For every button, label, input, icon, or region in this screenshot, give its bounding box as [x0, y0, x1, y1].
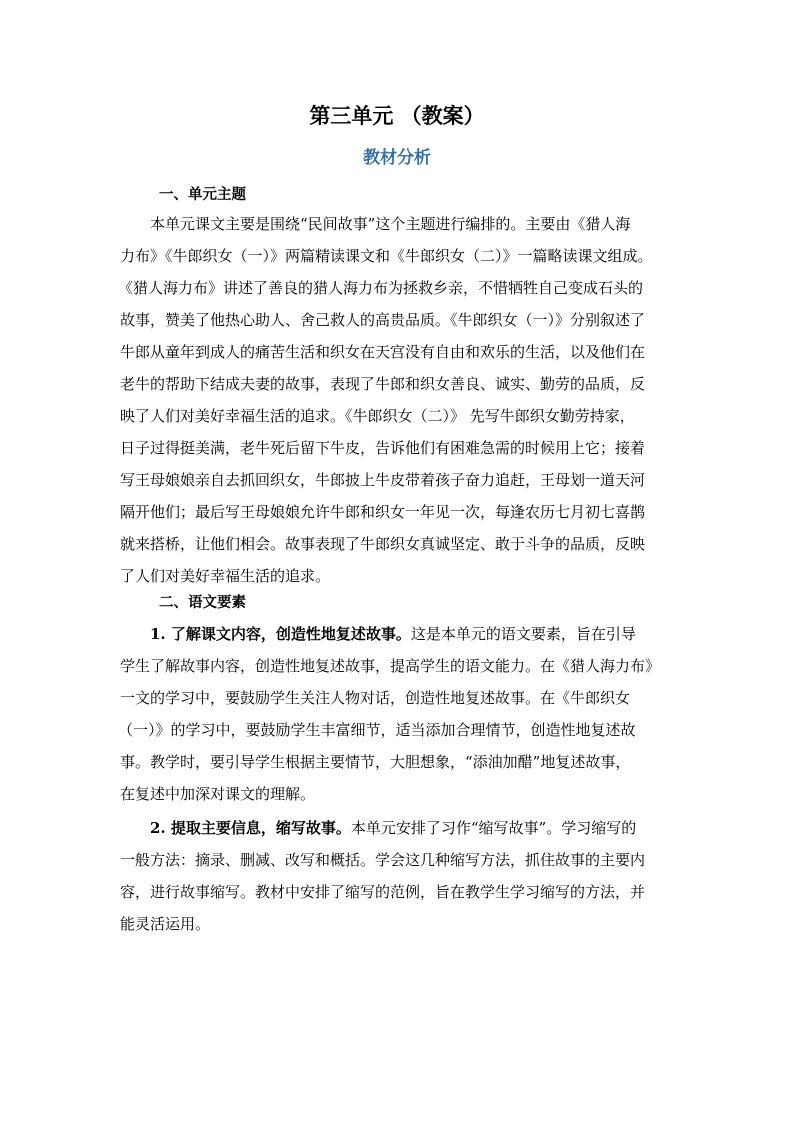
paragraph-line: 《猎人海力布》讲述了善良的猎人海力布为拯救乡亲，不惜牺牲自己变成石头的 [118, 279, 644, 297]
paragraph-line: 本单元课文主要是围绕“民间故事”这个主题进行编排的。主要由《猎人海 [150, 215, 631, 233]
page-subtitle: 教材分析 [363, 148, 431, 168]
paragraph-line: 日子过得挺美满，老牛死后留下牛皮，告诉他们有困难急需的时候用上它；接着 [120, 439, 646, 457]
item2-first-rest: 本单元安排了习作“缩写故事”。学习缩写的 [350, 819, 637, 837]
paragraph-line: 容，进行故事缩写。教材中安排了缩写的范例，旨在教学生学习缩写的方法，并 [120, 883, 646, 901]
item2-first-line [150, 817, 680, 839]
paragraph-line: 就来搭桥，让他们相会。故事表现了牛郎织女真诚坚定、敢于斗争的品质，反映 [120, 535, 646, 553]
paragraph-line: 一般方法：摘录、删减、改写和概括。学会这几种缩写方法，抓住故事的主要内 [120, 851, 646, 869]
paragraph-line: 映了人们对美好幸福生活的追求。《牛郎织女（二）》 先写牛郎织女勤劳持家， [120, 407, 635, 425]
paragraph-line: 了人们对美好幸福生活的追求。 [120, 567, 331, 585]
item1-first-rest: 这是本单元的语文要素，旨在引导 [410, 625, 636, 643]
paragraph-line: 学生了解故事内容，创造性地复述故事，提高学生的语文能力。在《猎人海力布》 [120, 657, 661, 675]
paragraph-line: 力布》《牛郎织女（一）》两篇精读课文和《牛郎织女（二）》一篇略读课文组成。 [120, 247, 653, 265]
paragraph-line: 隔开他们；最后写王母娘娘允许牛郎和织女一年见一次，每逢农历七月初七喜鹊 [120, 503, 646, 521]
paragraph-line: 一文的学习中，要鼓励学生关注人物对话，创造性地复述故事。在《牛郎织女 [120, 689, 631, 707]
paragraph-line: 事。教学时，要引导学生根据主要情节，大胆想象，“添油加醋”地复述故事， [120, 753, 631, 771]
paragraph-line: 牛郎从童年到成人的痛苦生活和织女在天宫没有自由和欢乐的生活，以及他们在 [120, 343, 646, 361]
paragraph-line: 在复述中加深对课文的理解。 [120, 785, 316, 803]
item1-first-line [150, 623, 680, 645]
page-title: 第三单元 （教案） [309, 103, 485, 128]
paragraph-line: （一）》的学习中，要鼓励学生丰富细节，适当添加合理情节，创造性地复述故 [118, 721, 636, 739]
paragraph-line: 故事，赞美了他热心助人、舍己救人的高贵品质。《牛郎织女（一）》分别叙述了 [120, 311, 646, 329]
paragraph-line: 写王母娘娘亲自去抓回织女，牛郎披上牛皮带着孩子奋力追赶，王母划一道天河 [120, 471, 646, 489]
item1-lead: 1. 了解课文内容，创造性地复述故事。 [150, 625, 411, 643]
item2-lead: 2. 提取主要信息，缩写故事。 [150, 819, 351, 837]
section-heading-language-elements: 二、语文要素 [159, 594, 246, 611]
section-heading-unit-theme: 一、单元主题 [159, 186, 246, 203]
paragraph-line: 老牛的帮助下结成夫妻的故事，表现了牛郎和织女善良、诚实、勤劳的品质，反 [120, 375, 646, 393]
paragraph-line: 能灵活运用。 [120, 915, 211, 933]
